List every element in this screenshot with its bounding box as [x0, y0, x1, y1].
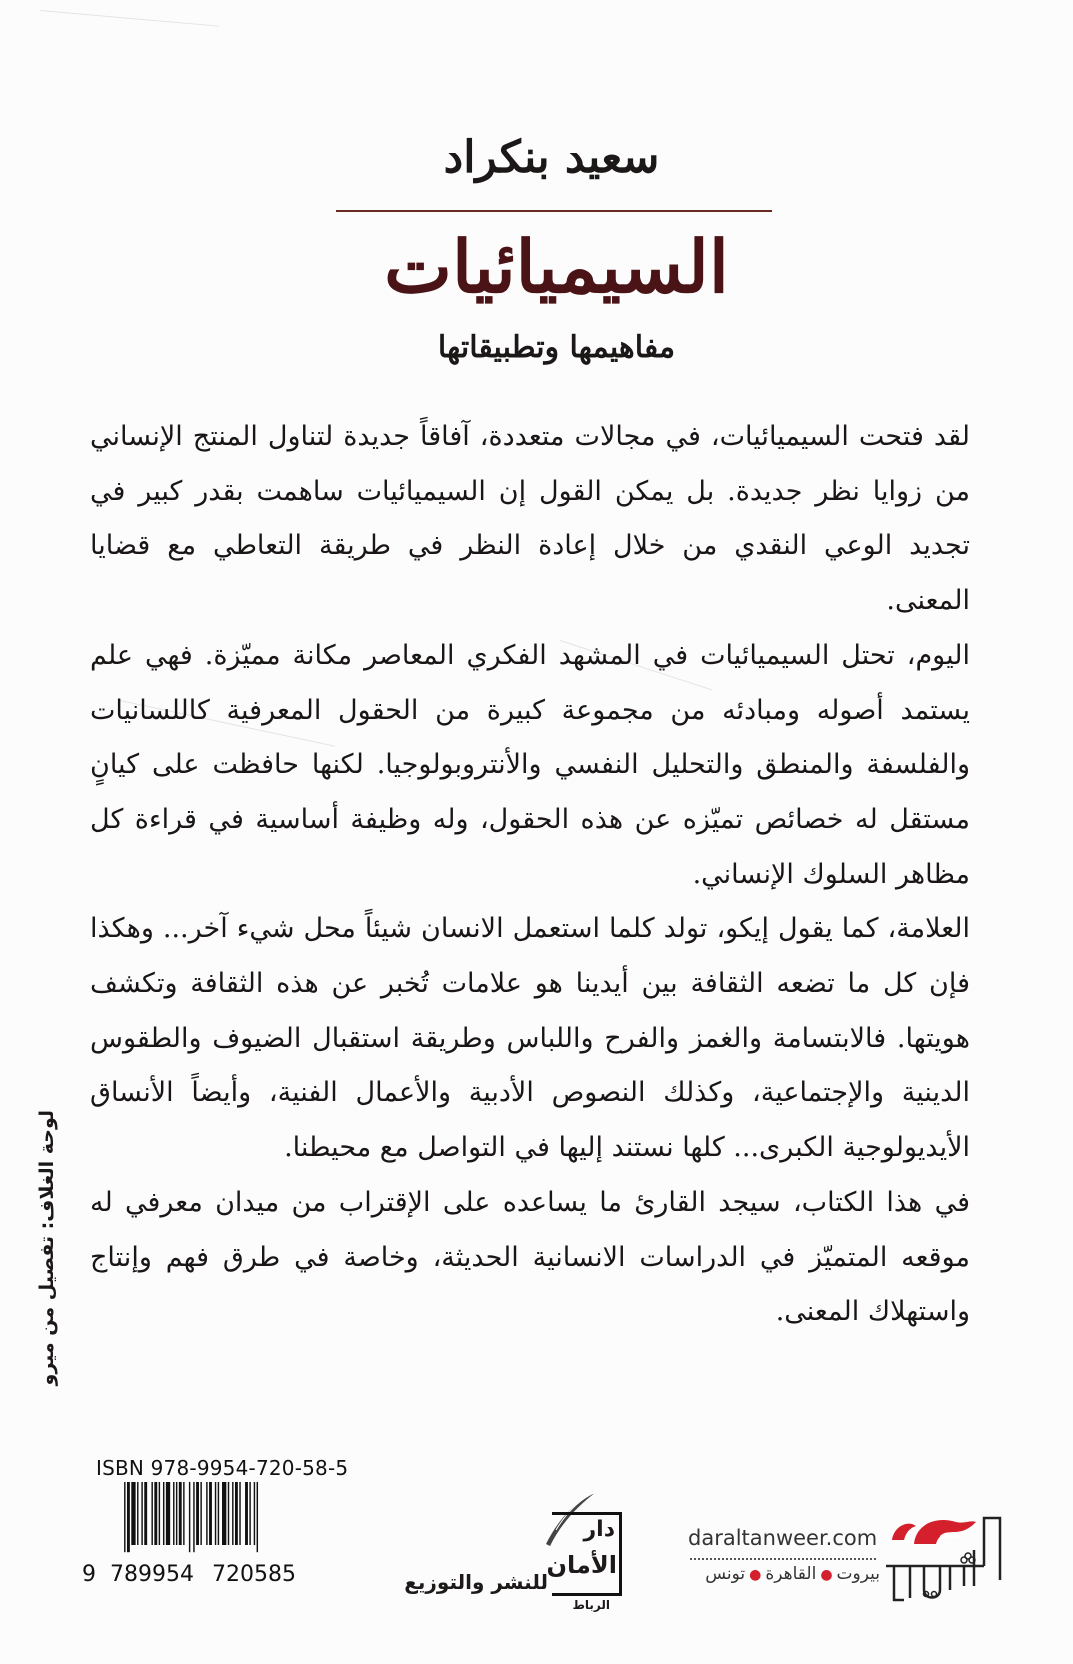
- book-title: السيميائيات: [384, 224, 729, 309]
- city-beirut: بيروت: [836, 1564, 880, 1584]
- city-tunis: تونس: [705, 1564, 746, 1584]
- barcode-bar: [254, 1482, 255, 1545]
- barcode-bar: [200, 1482, 201, 1545]
- paper-scratch: [40, 10, 219, 27]
- barcode-bar: [154, 1482, 157, 1545]
- barcode-bar: [257, 1482, 258, 1552]
- tanweer-divider: [690, 1558, 876, 1561]
- barcode-bar: [144, 1482, 147, 1545]
- isbn-label: ISBN 978-9954-720-58-5: [96, 1456, 349, 1480]
- amane-tagline: للنشر والتوزيع: [404, 1570, 548, 1594]
- barcode-bar: [183, 1482, 184, 1545]
- barcode-bar: [124, 1482, 125, 1552]
- amane-logo-name: الأمان: [546, 1551, 617, 1579]
- barcode: [112, 1482, 318, 1562]
- barcode-digit-group-1: 789954: [110, 1562, 194, 1587]
- barcode-bar: [228, 1482, 229, 1545]
- barcode-bar: [239, 1482, 240, 1545]
- cover-art-credit: لوحة الغلاف: تفصيل من ميرو: [36, 1110, 58, 1386]
- barcode-digit-group-2: 720585: [211, 1562, 296, 1587]
- barcode-bar: [193, 1482, 194, 1552]
- barcode-bar: [189, 1482, 190, 1552]
- barcode-bars: [112, 1482, 318, 1554]
- tanweer-cities: [688, 1564, 880, 1584]
- barcode-bar: [137, 1482, 138, 1545]
- barcode-bar: [141, 1482, 142, 1545]
- blurb-paragraph: لقد فتحت السيميائيات، في مجالات متعددة، آفاقاً جديدة لتناول المنتج الإنساني من زوايا نظر جديدة. بل يمكن القول إن السيميائيات ساهمت بقدر كبير في تجديد الوعي النقدي من خلال إعادة النظر في طريقة التعاطي مع قضايا المعنى.: [90, 421, 970, 617]
- barcode-bar: [163, 1482, 164, 1545]
- barcode-bar: [245, 1482, 248, 1545]
- title-divider: [336, 210, 772, 212]
- barcode-bar: [218, 1482, 219, 1545]
- amane-city: الرباط: [572, 1598, 610, 1612]
- blurb-paragraph: في هذا الكتاب، سيجد القارئ ما يساعده على الإقتراب من ميدان معرفي له موقعه المتميّز في الدراسات الانسانية الحديثة، وخاصة في طرق فهم وإنتاج واستهلاك المعنى.: [90, 1186, 970, 1328]
- barcode-digit-lead: 9: [82, 1562, 96, 1587]
- bullet-icon: ●: [749, 1567, 762, 1583]
- isbn-barcode-block: [82, 1456, 349, 1587]
- barcode-bar: [176, 1482, 177, 1545]
- barcode-bar: [127, 1482, 130, 1552]
- blurb: [90, 410, 970, 1340]
- barcode-bar: [196, 1482, 199, 1545]
- book-subtitle: مفاهيمها وتطبيقاتها: [437, 330, 676, 365]
- barcode-bar: [209, 1482, 212, 1545]
- city-cairo: القاهرة: [765, 1564, 817, 1584]
- barcode-bar: [206, 1482, 207, 1545]
- barcode-bar: [235, 1482, 238, 1545]
- barcode-bar: [249, 1482, 250, 1545]
- barcode-bar: [151, 1482, 152, 1545]
- tanweer-website: daraltanweer.com: [688, 1526, 878, 1550]
- barcode-bar: [232, 1482, 233, 1545]
- tanweer-logo-icon: [884, 1510, 1002, 1610]
- publisher-amane: [392, 1508, 622, 1618]
- blurb-paragraph: اليوم، تحتل السيميائيات في المشهد الفكري المعاصر مكانة مميّزة. فهي علم يستمد أصوله ومبادئه من مجموعة كبيرة من الحقول المعرفية كاللسانيات والفلسفة والمنطق والتحليل النفسي والأنتروبولوجيا. لكنها حافظت على كيانٍ مستقل له خصائص تميّزه عن هذه الحقول، وله وظيفة أساسية في قراءة كل مظاهر السلوك الإنساني.: [90, 639, 970, 890]
- barcode-digits: [82, 1562, 336, 1587]
- author-name: سعيد بنكراد: [443, 132, 660, 183]
- barcode-bar: [159, 1482, 160, 1545]
- amane-logo-dar: دار: [583, 1517, 615, 1542]
- barcode-bar: [222, 1482, 226, 1545]
- barcode-bar: [166, 1482, 170, 1545]
- blurb-paragraph: العلامة، كما يقول إيكو، تولد كلما استعمل الانسان شيئاً محل شيء آخر... وهكذا فإن كل ما تضعه الثقافة بين أيدينا هو علامات تُخبر عن هذه الثقافة وتكشف هويتها. فالابتسامة والغمز والفرح واللباس وطريقة استقبال الضيوف والطقوس الدينية والإجتماعية، وكذلك النصوص الأدبية والأعمال الفنية، وأيضاً الأنساق الأيديولوجية الكبرى... كلها نستند إليها في التواصل مع محيطنا.: [90, 913, 970, 1164]
- barcode-bar: [215, 1482, 216, 1545]
- barcode-bar: [173, 1482, 174, 1545]
- amane-logo: [546, 1512, 622, 1596]
- barcode-bar: [179, 1482, 182, 1545]
- publisher-tanweer: [688, 1510, 998, 1610]
- barcode-bar: [131, 1482, 135, 1545]
- bullet-icon: ●: [820, 1567, 833, 1583]
